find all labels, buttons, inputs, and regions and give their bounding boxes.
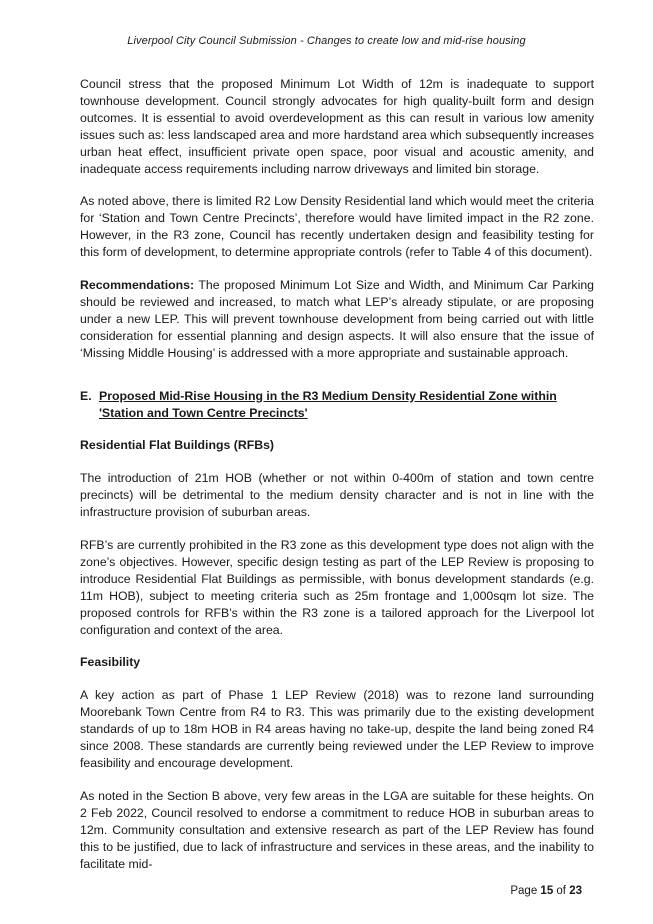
paragraph-recommendations [80, 277, 594, 362]
page-of: of [553, 885, 570, 897]
subheading-rfbs: Residential Flat Buildings (RFBs) [80, 438, 275, 453]
section-spacer [80, 378, 594, 388]
section-letter: E. [80, 388, 92, 403]
paragraph-21m-hob: The introduction of 21m HOB (whether or not within 0-400m of station and town centre precincts) will be detrimental to the medium density character and is not in line with the infrastructure provision of suburban areas. [80, 471, 594, 520]
paragraph-r2-station-precincts: As noted above, there is limited R2 Low Density Residential land which would meet the criteria for ‘Station and Town Centre Precincts’, therefore would have limited impact in the R2 zone. However, in the R3 zone, Council has recently undertaken design and feasibility testing for this form of development, to determine appropriate controls (refer to Table 4 of this document). [80, 194, 594, 260]
recommendations-label: Recommendations: [80, 278, 195, 293]
page-header: Liverpool City Council Submission - Changes to create low and mid-rise housing [127, 35, 526, 47]
page-current: 15 [540, 885, 554, 897]
subheading-feasibility: Feasibility [80, 655, 141, 670]
page-word: Page [510, 885, 541, 897]
document-body [80, 76, 594, 888]
paragraph-section-b: As noted in the Section B above, very few areas in the LGA are suitable for these heights. On 2 Feb 2022, Council resolved to endorse a commitment to reduce HOB in suburban areas to 12m. Community consultation and extensive research as part of the LEP Review has found this to be justified, due to lack of infrastructure and services in these areas, and the inability to facilitate mid- [80, 788, 594, 871]
paragraph-moorebank-rezone: A key action as part of Phase 1 LEP Review (2018) was to rezone land surrounding Moorebank Town Centre from R4 to R3. This was primarily due to the existing development standards of up to 18m HOB in R4 areas having no take-up, despite the land being zoned R4 since 2008. These standards are currently being reviewed under the LEP Review to improve feasibility and encourage development. [80, 688, 594, 770]
recommendations-text: The proposed Minimum Lot Size and Width, and Minimum Car Parking should be reviewed and increased, to match what LEP’s already stipulate, or are proposing under a new LEP. This will prevent townhouse development from being carried out with little consideration for essential planning and design aspects. It will also ensure that the issue of ‘Missing Middle Housing’ is addressed with a more appropriate and sustainable approach. [80, 278, 594, 360]
paragraph-rfb-prohibited: RFB’s are currently prohibited in the R3 zone as this development type does not align with the zone’s objectives. However, specific design testing as part of the LEP Review is proposing to introduce Residential Flat Buildings as permissible, with bonus development standards (e.g. 11m HOB), subject to meeting criteria such as 25m frontage and 1,000sqm lot size. The proposed controls for RFB’s within the R3 zone is a tailored approach for the Liverpool lot configuration and context of the area. [80, 538, 594, 637]
section-title: Proposed Mid-Rise Housing in the R3 Medium Density Residential Zone within 'Station and Town Centre Precincts' [99, 388, 557, 420]
page-number [510, 885, 582, 897]
paragraph-min-lot-width: Council stress that the proposed Minimum Lot Width of 12m is inadequate to support townhouse development. Council strongly advocates for high quality-built form and design outcomes. It is essential to avoid overdevelopment as this can result in various low amenity issues such as: less landscaped area and more hardstand area which subsequently increases urban heat effect, insufficient private open space, poor visual and acoustic amenity, and inadequate access requirements including narrow driveways and limited bin storage. [80, 77, 594, 176]
page-total: 23 [569, 885, 582, 897]
section-heading-e [80, 388, 594, 422]
